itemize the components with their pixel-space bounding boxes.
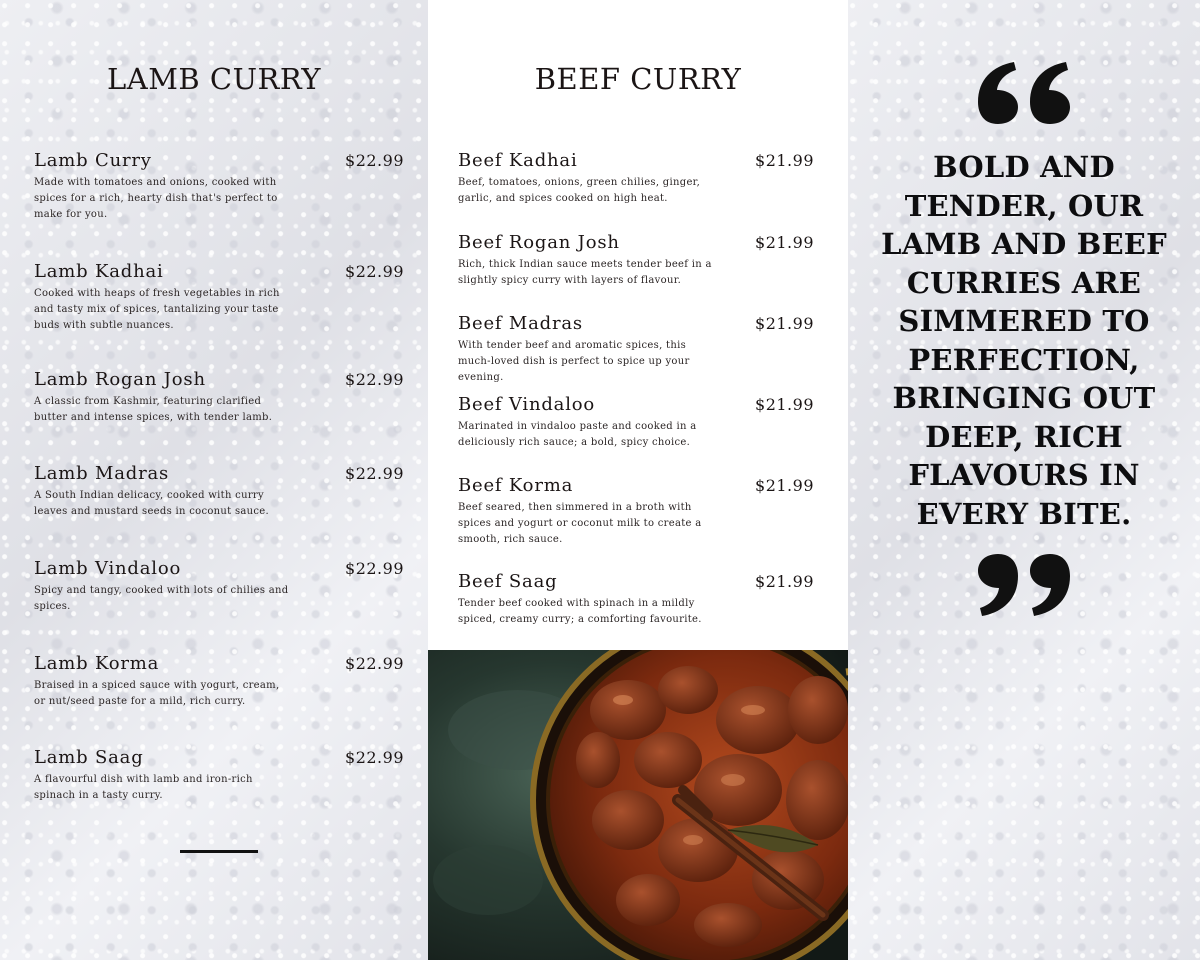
menu-item-lamb-saag xyxy=(34,747,404,804)
menu-item-beef-saag xyxy=(458,571,814,628)
beef-curry-panel xyxy=(428,0,848,650)
item-price: $22.99 xyxy=(345,262,404,281)
item-description: Braised in a spiced sauce with yogurt, cream, or nut/seed paste for a mild, rich curry. xyxy=(34,680,280,707)
menu-item-beef-kadhai xyxy=(458,150,814,207)
curry-bowl-photo xyxy=(428,650,848,960)
item-price: $22.99 xyxy=(345,748,404,767)
item-name: Beef Kadhai xyxy=(458,150,578,171)
quote-text: BOLD AND TENDER, OUR LAMB AND BEEF CURRIES ARE SIMMERED TO PERFECTION, BRINGING OUT DEEP, RICH FLAVOURS IN EVERY BITE. xyxy=(881,150,1167,531)
item-description: A classic from Kashmir, featuring clarified butter and intense spices, with tender lamb. xyxy=(34,396,273,423)
item-name: Beef Madras xyxy=(458,313,583,334)
menu-item-lamb-vindaloo xyxy=(34,558,404,615)
item-name: Lamb Vindaloo xyxy=(34,558,182,579)
item-description: Beef, tomatoes, onions, green chilies, ginger, garlic, and spices cooked on high heat. xyxy=(458,177,701,204)
item-description: Rich, thick Indian sauce meets tender beef in a slightly spicy curry with layers of flavour. xyxy=(458,259,712,286)
item-price: $22.99 xyxy=(345,370,404,389)
menu-item-lamb-madras xyxy=(34,463,404,520)
item-name: Lamb Korma xyxy=(34,653,160,674)
item-description: Spicy and tangy, cooked with lots of chilies and spices. xyxy=(34,585,289,612)
item-name: Beef Korma xyxy=(458,475,574,496)
item-price: $22.99 xyxy=(345,151,404,170)
lamb-section-title: LAMB CURRY xyxy=(107,62,321,96)
lamb-curry-panel xyxy=(0,0,428,960)
item-description: A flavourful dish with lamb and iron-rich spinach in a tasty curry. xyxy=(34,774,253,801)
menu-item-beef-madras xyxy=(458,313,814,386)
item-description: A South Indian delicacy, cooked with curry leaves and mustard seeds in coconut sauce. xyxy=(34,490,269,517)
item-price: $22.99 xyxy=(345,654,404,673)
menu-item-lamb-curry xyxy=(34,150,404,223)
item-description: Marinated in vindaloo paste and cooked in a deliciously rich sauce; a bold, spicy choice. xyxy=(458,421,697,448)
item-description: Beef seared, then simmered in a broth with spices and yogurt or coconut milk to create a smooth, rich sauce. xyxy=(458,502,702,545)
item-price: $21.99 xyxy=(755,233,814,252)
item-name: Lamb Rogan Josh xyxy=(34,369,206,390)
item-price: $21.99 xyxy=(755,572,814,591)
menu-item-lamb-rogan-josh xyxy=(34,369,404,426)
beef-section-title: BEEF CURRY xyxy=(534,62,742,96)
menu-item-beef-rogan-josh xyxy=(458,232,814,289)
item-name: Lamb Kadhai xyxy=(34,261,164,282)
menu-item-lamb-kadhai xyxy=(34,261,404,334)
item-price: $21.99 xyxy=(755,476,814,495)
item-price: $22.99 xyxy=(345,464,404,483)
item-price: $21.99 xyxy=(755,151,814,170)
item-description: Made with tomatoes and onions, cooked with spices for a rich, hearty dish that's perfect to make for you. xyxy=(34,177,278,220)
item-price: $22.99 xyxy=(345,559,404,578)
item-description: Tender beef cooked with spinach in a mildly spiced, creamy curry; a comforting favourite. xyxy=(458,598,702,625)
item-name: Lamb Saag xyxy=(34,747,144,768)
item-name: Beef Rogan Josh xyxy=(458,232,620,253)
quote-panel xyxy=(848,0,1200,960)
menu-item-beef-korma xyxy=(458,475,814,548)
close-quote-icon xyxy=(848,552,1200,620)
item-price: $21.99 xyxy=(755,395,814,414)
open-quote-icon xyxy=(848,62,1200,130)
item-name: Lamb Curry xyxy=(34,150,152,171)
item-price: $21.99 xyxy=(755,314,814,333)
curry-bowl-illustration xyxy=(428,650,848,960)
item-description: Cooked with heaps of fresh vegetables in rich and tasty mix of spices, tantalizing your taste buds with subtle nuances. xyxy=(34,288,280,331)
item-name: Lamb Madras xyxy=(34,463,170,484)
item-description: With tender beef and aromatic spices, this much-loved dish is perfect to spice up your evening. xyxy=(458,340,690,383)
item-name: Beef Saag xyxy=(458,571,558,592)
item-name: Beef Vindaloo xyxy=(458,394,596,415)
divider-line xyxy=(180,850,258,853)
menu-item-lamb-korma xyxy=(34,653,404,710)
menu-item-beef-vindaloo xyxy=(458,394,814,451)
